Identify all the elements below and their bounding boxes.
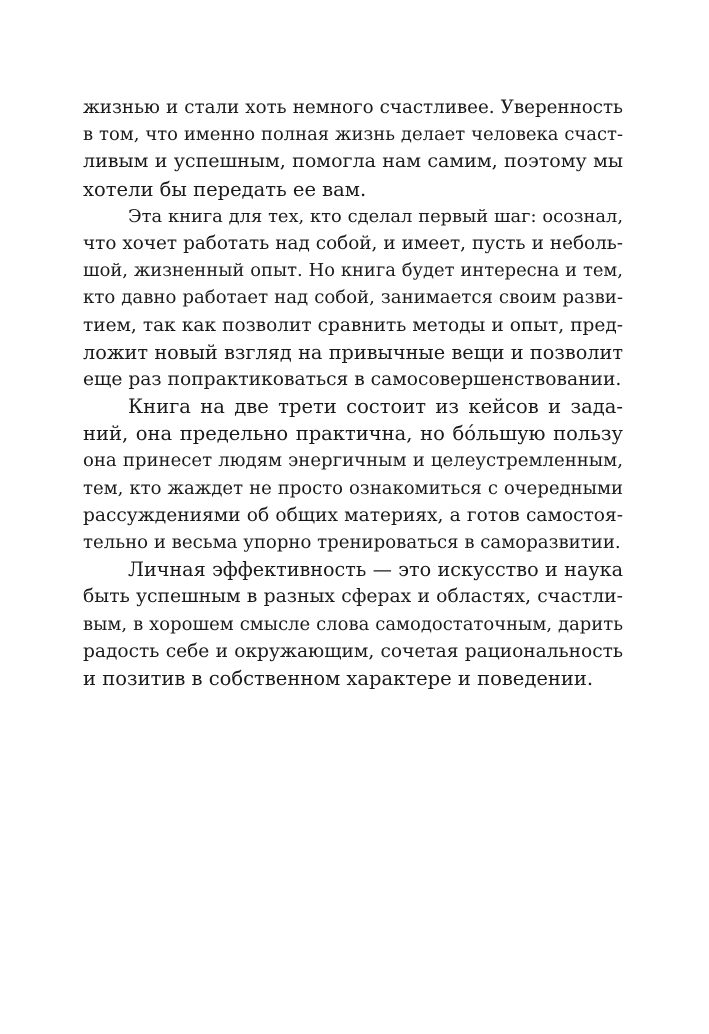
text-line: рассуждениями об общих материях, а готов самостоя-	[83, 504, 623, 526]
text-line: Личная эффективность — это искусство и наука	[128, 558, 623, 582]
text-line: шой, жизненный опыт. Но книга будет интересна и тем,	[83, 260, 623, 282]
text-line: тием, так как позволит сравнить методы и опыт, пред-	[83, 314, 623, 336]
text-line: вым, в хорошем смысле слова самодостаточным, дарить	[83, 613, 623, 635]
text-line: ложит новый взгляд на привычные вещи и позволит	[83, 340, 623, 364]
text-line: тельно и весьма упорно тренироваться в саморазвитии.	[83, 532, 621, 553]
text-line: в том, что именно полная жизнь делает человека счаст-	[83, 124, 623, 146]
text-line: она принесет людям энергичным и целеустремленным,	[83, 450, 623, 472]
text-line: быть успешным в разных сферах и областях, счастли-	[83, 586, 623, 608]
text-line: Книга на две трети состоит из кейсов и зада-	[128, 395, 623, 419]
text-line: тем, кто жаждет не просто ознакомиться с очередными	[83, 477, 623, 499]
text-line: Эта книга для тех, кто сделал первый шаг: осознал,	[128, 205, 623, 227]
text-line: жизнью и стали хоть немного счастливее. Уверенность	[83, 97, 623, 118]
text-line: что хочет работать над собой, и имеет, пусть и неболь-	[83, 232, 623, 254]
paragraph-2	[83, 203, 623, 393]
paragraph-1	[83, 94, 623, 203]
text-line: хотели бы передать ее вам.	[83, 177, 367, 201]
text-line: кто давно работает над собой, занимается своим разви-	[83, 287, 623, 309]
text-line: радость себе и окружающим, сочетая рациональность	[83, 640, 623, 662]
text-line: ливым и успешным, помогла нам самим, поэтому мы	[83, 150, 623, 173]
text-line: еще раз попрактиковаться в самосовершенствовании.	[83, 368, 622, 390]
paragraph-3	[83, 393, 623, 556]
text-line: ний, она предельно практична, но бóльшую пользу	[83, 422, 623, 446]
text-line: и позитив в собственном характере и поведении.	[83, 666, 594, 690]
paragraph-4	[83, 556, 623, 692]
body-text	[83, 94, 623, 692]
